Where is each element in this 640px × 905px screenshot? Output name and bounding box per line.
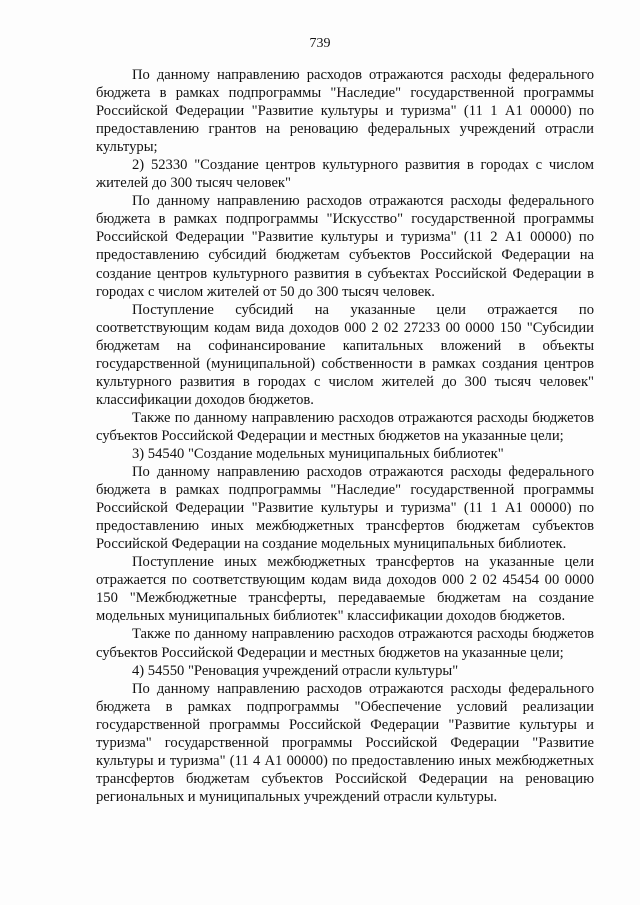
paragraph-regional-expenses-2: Также по данному направлению расходов отражаются расходы бюджетов субъектов Российской Федерации и местных бюджетов на указанные цели; [96,626,594,661]
document-body [96,66,594,806]
paragraph-subsidy-receipt: Поступление субсидий на указанные цели отражается по соответствующим кодам вида доходов 000 2 02 27233 00 0000 150 "Субсидии бюджетам на софинансирование капитальных вложений в объекты государственной (муниципальной) собственности в рамках создания центров культурного развития в городах с числом жителей до 300 тысяч человек" классификации доходов бюджетов. [96,301,594,408]
paragraph-renovation-regional: По данному направлению расходов отражаются расходы федерального бюджета в рамках подпрограммы "Обеспечение условий реализации государственной программы Российской Федерации "Развитие культуры и туризма" государственной программы Российской Федерации "Развитие культуры и туризма" (11 4 А1 00000) по предоставлению иных межбюджетных трансфертов бюджетам субъектов Российской Федерации на реновацию региональных и муниципальных учреждений отрасли культуры. [96,680,594,805]
heading-item-54550: 4) 54550 "Реновация учреждений отрасли культуры" [132,662,459,679]
heading-item-54540: 3) 54540 "Создание модельных муниципальных библиотек" [132,445,504,462]
paragraph-model-libraries: По данному направлению расходов отражаются расходы федерального бюджета в рамках подпрограммы "Наследие" государственной программы Российской Федерации "Развитие культуры и туризма" (11 1 А1 00000) по предоставлению иных межбюджетных трансфертов бюджетам субъектов Российской Федерации на создание модельных муниципальных библиотек. [96,464,594,553]
heading-item-52330: 2) 52330 "Создание центров культурного развития в городах с числом жителей до 300 тысяч человек" [96,157,594,192]
paragraph-grants-renovation: По данному направлению расходов отражаются расходы федерального бюджета в рамках подпрограммы "Наследие" государственной программы Российской Федерации "Развитие культуры и туризма" (11 1 А1 00000) по предоставлению грантов на реновацию федеральных учреждений отрасли культуры; [96,67,594,156]
paragraph-transfers-receipt: Поступление иных межбюджетных трансфертов на указанные цели отражается по соответствующим кодам вида доходов 000 2 02 45454 00 0000 150 "Межбюджетные трансферты, передаваемые бюджетам на создание модельных муниципальных библиотек" классификации доходов бюджетов. [96,554,594,625]
page-number: 739 [309,36,331,51]
paragraph-cultural-centers: По данному направлению расходов отражаются расходы федерального бюджета в рамках подпрограммы "Искусство" государственной программы Российской Федерации "Развитие культуры и туризма" (11 2 А1 00000) по предоставлению субсидий бюджетам субъектов Российской Федерации на создание центров культурного развития в субъектах Российской Федерации в городах с числом жителей от 50 до 300 тысяч человек. [96,193,594,300]
paragraph-regional-expenses-1: Также по данному направлению расходов отражаются расходы бюджетов субъектов Российской Федерации и местных бюджетов на указанные цели; [96,409,594,444]
